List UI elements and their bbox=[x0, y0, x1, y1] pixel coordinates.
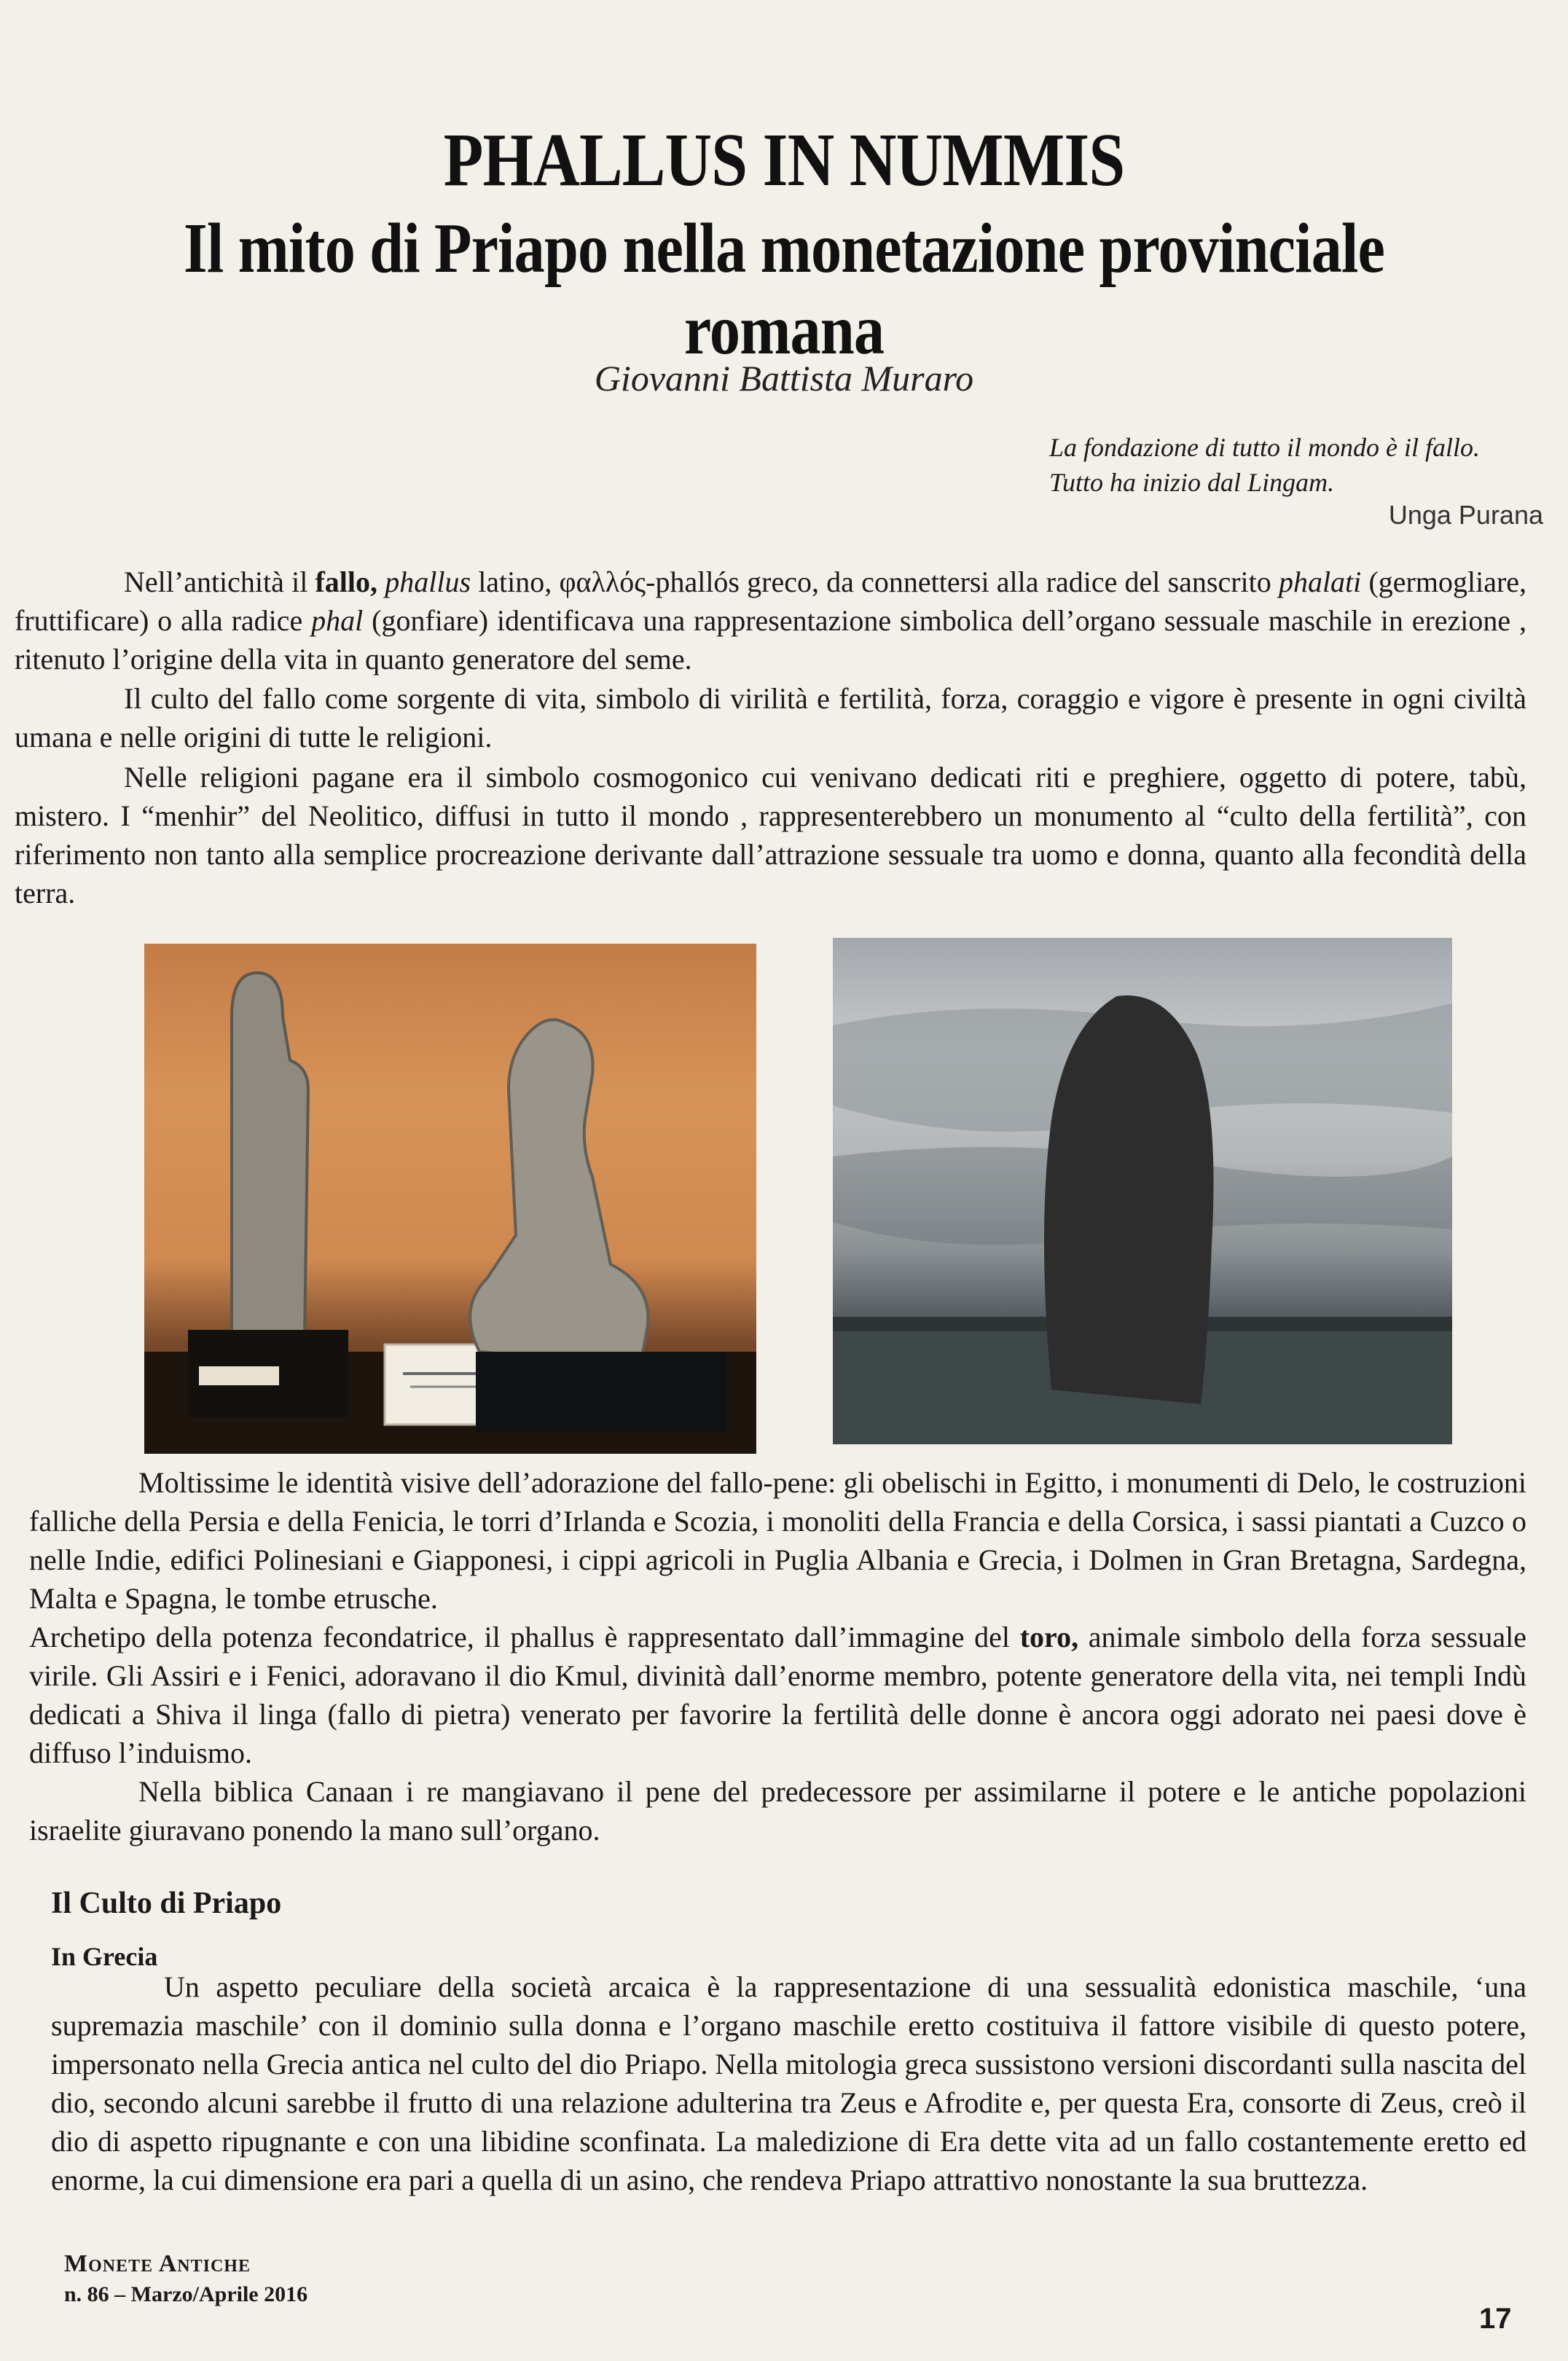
bold-term: toro, bbox=[1019, 1621, 1079, 1653]
stone-phallus-right bbox=[470, 1019, 648, 1366]
text-run: Nelle religioni pagane era il simbolo cosmogonico cui venivano dedicati riti e preghiere, oggetto di potere, tabù, mistero. I “menhir” del Neolitico, diffusi in tutto il mondo , rappresenterebbero un monumento al “culto della fertilità”, con riferimento non tanto alla semplice procreazione derivante dall’attrazione sessuale tra uomo e donna, quanto alla fecondità della terra. bbox=[15, 761, 1526, 909]
article-subtitle: Il mito di Priapo nella monetazione provinciale romana bbox=[183, 209, 1385, 369]
text-run: Archetipo della potenza fecondatrice, il phallus è rappresentato dall’immagine del bbox=[29, 1621, 1020, 1653]
text-run: latino, φαλλός-phallós greco, da connettersi alla radice del sanscrito bbox=[471, 565, 1279, 598]
menhir-photo bbox=[833, 938, 1452, 1444]
phallic-sculptures-photo bbox=[144, 944, 756, 1454]
author-name: Giovanni Battista Muraro bbox=[594, 358, 974, 399]
issue-info: n. 86 – Marzo/Aprile 2016 bbox=[64, 2282, 308, 2306]
epigraph bbox=[1049, 430, 1530, 500]
article-title: PHALLUS IN NUMMIS bbox=[443, 118, 1125, 202]
label-plaque-left bbox=[199, 1366, 279, 1385]
sculptures-illustration bbox=[144, 944, 756, 1454]
italic-term: phal bbox=[311, 604, 364, 637]
journal-name: Monete Antiche bbox=[64, 2250, 251, 2277]
text-run: animale simbolo della forza sessuale virile. Gli Assiri e i Fenici, adoravano il dio Kmul, divinità dall’enorme membro, potente generatore della vita, nei templi Indù dedicati a Shiva il linga (fallo di pietra) venerato per favorire la fertilità delle donne è ancora oggi adorato nei paesi dove è diffuso l’induismo. bbox=[29, 1621, 1527, 1769]
subsection-heading: In Grecia bbox=[51, 1942, 158, 1971]
epigraph-line-1: La fondazione di tutto il mondo è il fallo. bbox=[1049, 433, 1481, 462]
italic-term: phallus bbox=[385, 565, 471, 598]
body-paragraph-1 bbox=[29, 1463, 1526, 1618]
text-run: (gonfiare) identificava una rappresentazione simbolica dell’organo sessuale maschile in erezione , ritenuto l’origine della vita in quanto generatore del seme. bbox=[15, 604, 1527, 676]
text-run: Moltissime le identità visive dell’adorazione del fallo-pene: gli obelischi in Egitto, i monumenti di Delo, le costruzioni falliche della Persia e della Fenicia, le torri d’Irlanda e Scozia, i monoliti della Francia e della Corsica, i sassi piantati a Cuzco o nelle Indie, edifici Polinesiani e Giapponesi, i cippi agricoli in Puglia Albania e Grecia, i Dolmen in Gran Bretagna, Sardegna, Malta e Spagna, le tombe etrusche. bbox=[29, 1466, 1526, 1615]
body-paragraph-2 bbox=[29, 1618, 1526, 1772]
text-run: Un aspetto peculiare della società arcaica è la rappresentazione di una sessualità edonistica maschile, ‘una supremazia maschile’ con il dominio sulla donna e l’organo maschile eretto costituiva il fattore visibile di questo potere, impersonato nella Grecia antica nel culto del dio Priapo. Nella mitologia greca sussistono versioni discordanti sulla nascita del dio, secondo alcuni sarebbe il frutto di una relazione adulterina tra Zeus e Afrodite e, per questa Era, consorte di Zeus, creò il dio di aspetto ripugnante e con una libidine sconfinata. La maledizione di Era dette vita ad un fallo costantemente eretto ed enorme, la cui dimensione era pari a quella di un asino, che rendeva Priapo attrattivo nonostante la sua bruttezza. bbox=[51, 1970, 1526, 2196]
body-text-block bbox=[29, 1463, 1526, 1849]
text-run: Il culto del fallo come sorgente di vita, simbolo di virilità e fertilità, forza, coraggio e vigore è presente in ogni civiltà umana e nelle origini di tutte le religioni. bbox=[15, 682, 1526, 753]
epigraph-source: Unga Purana bbox=[1388, 500, 1543, 530]
bold-term: fallo, bbox=[315, 565, 378, 598]
section-paragraph-1 bbox=[51, 1968, 1526, 2199]
italic-term: phalati bbox=[1278, 565, 1362, 598]
section-heading: Il Culto di Priapo bbox=[51, 1887, 282, 1920]
intro-paragraph-1 bbox=[15, 563, 1526, 678]
text-run: Nella biblica Canaan i re mangiavano il pene del predecessore per assimilarne il potere e le antiche popolazioni israelite giuravano ponendo la mano sull’organo. bbox=[29, 1775, 1526, 1847]
text-run: Nell’antichità il bbox=[124, 565, 315, 598]
stone-phallus-left bbox=[232, 973, 308, 1337]
text-run bbox=[377, 565, 385, 598]
page-number: 17 bbox=[1479, 2303, 1512, 2335]
body-paragraph-3 bbox=[29, 1772, 1526, 1849]
epigraph-line-2: Tutto ha inizio dal Lingam. bbox=[1049, 468, 1335, 497]
intro-paragraph-2 bbox=[15, 679, 1526, 756]
menhir-illustration bbox=[833, 938, 1452, 1444]
intro-paragraph-3 bbox=[15, 758, 1526, 912]
base-right bbox=[476, 1352, 727, 1432]
text-run: (germogliare, fruttificare) o alla radice bbox=[15, 565, 1527, 637]
menhir-stone bbox=[1044, 995, 1214, 1404]
